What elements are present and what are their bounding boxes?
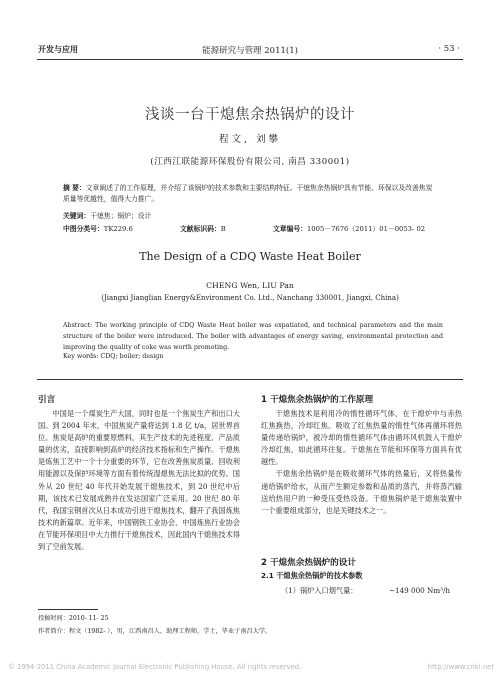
running-header-page-number: · 53 ·	[438, 44, 460, 54]
classification-line	[63, 224, 443, 235]
paper-title: 浅谈一台干熄焦余热锅炉的设计	[145, 107, 355, 123]
abstract-en-label: Abstract:	[63, 322, 93, 329]
abstract-en-text: The working principle of CDQ Waste Heat boiler was expatiated, and technical parameters and the main structure of the boiler were introduced. The boiler with advantages of energy saving, environmental protection and improving the quality of coke was worth promoting.	[63, 322, 443, 351]
keywords-zh	[63, 211, 151, 222]
clc-label: 中图分类号：	[63, 225, 104, 233]
param-value: ~149 000 Nm³/h	[389, 586, 451, 595]
section-1-heading: 1 干熄焦余热锅炉的工作原理	[261, 395, 374, 405]
running-header-journal: 能源研究与管理 2011(1)	[202, 46, 298, 56]
keywords-zh-text: 干熄焦；锅炉；设计	[90, 212, 152, 220]
keywords-en-label: Key words:	[63, 353, 99, 360]
footnote-received: 投稿时间：2010- 11- 25	[38, 615, 109, 622]
doc-code-value: B	[220, 225, 226, 233]
intro-body	[38, 408, 240, 553]
section-2-1-heading: 2.1 干熄焦余热锅炉的技术参数	[261, 571, 363, 580]
param-name: （1）锅炉入口烟气量：	[281, 586, 358, 595]
copyright-url: http://www.cnki.net	[427, 663, 494, 671]
abstract-zh	[63, 183, 439, 205]
copyright-text: © 1994-2011 China Academic Journal Electronic Publishing House. All rights reserved.	[8, 663, 302, 671]
keywords-en	[63, 353, 163, 360]
article-id-label: 文章编号：	[273, 225, 307, 233]
section-1-paragraph: 干熄焦技术是利用冷的惰性循环气体，在干熄炉中与赤热红焦换热，冷却红焦。吸收了红焦热量的惰性气体再循环将热量传递给锅炉，被冷却的惰性循环气体由循环风机鼓入干熄炉冷却红焦，如此循环往复。干熄焦在节能和环保等方面具有优越性。	[261, 409, 462, 467]
paper-affiliation-en: (Jiangxi Jianglian Energy&Environment Co. Ltd., Nanchang 330001, Jiangxi, China)	[101, 294, 399, 302]
running-header-section: 开发与应用	[38, 45, 78, 54]
header-rule	[37, 59, 463, 60]
section-2-heading: 2 干熄焦余热锅炉的设计	[261, 558, 356, 568]
paper-affiliation: (江西江联能源环保股份有限公司, 南昌 330001)	[150, 157, 350, 167]
clc-value: TK229.6	[103, 225, 133, 233]
intro-paragraph: 中国是一个煤炭生产大国，同时也是一个焦炭生产和出口大国。到 2004 年末，中国焦炭产量将达到 1.8 亿 t/a，居世界首位。焦炭是高炉的重要原燃料，其生产技术的先进程度、产品质量的优劣，直接影响到高炉的经济技术指标和生产操作。干熄焦是炼焦工艺中一个十分重要的环节，它在改善焦炭质量、回收利用能源以及保护环境等方面有着传统湿熄焦无法比拟的优势。国外从 20 世纪 40 年代开始发展干熄焦技术，到 20 世纪中后期，该技术已发展成熟并在发达国家广泛采用。20 世纪 80 年代，我国宝钢首次从日本成功引进干熄焦技术，翻开了我国炼焦技术的新篇章。近年来，中国钢铁工业协会、中国炼焦行业协会在节能环保项目中大力推行干熄焦技术，因此国内干熄焦技术得到了空前发展。	[38, 409, 240, 552]
paper-authors: 程文, 刘攀	[218, 134, 282, 145]
paper-authors-en: CHENG Wen, LIU Pan	[206, 281, 294, 290]
doc-code-label: 文献标识码：	[180, 225, 221, 233]
abstract-zh-text: 文章阐述了的工作原理，并介绍了该锅炉的技术参数和主要结构特征。干熄焦余热锅炉具有节能、环保以及改善焦炭质量等优越性，值得大力推广。	[63, 184, 433, 203]
footnote-author-bio: 作者简介：程文（1982- ），男，江西南昌人，助理工程师，学士，毕业于南昌大学。	[38, 628, 272, 635]
abstract-bottom-rule	[37, 379, 463, 380]
keywords-zh-label: 关键词：	[63, 212, 91, 220]
abstract-zh-label: 摘 要：	[63, 184, 86, 192]
article-id-value: 1005－7676（2011）01－0053- 02	[306, 225, 426, 233]
keywords-en-text: CDQ; boiler; design	[100, 353, 164, 360]
intro-heading: 引言	[38, 395, 56, 405]
abstract-en	[63, 320, 443, 353]
section-1-body	[261, 408, 462, 517]
paper-title-en: The Design of a CDQ Waste Heat Boiler	[139, 250, 361, 263]
footnote-rule	[38, 609, 98, 610]
section-1-paragraph: 干熄焦余热锅炉是在吸收循环气体的热量后，又将热量传递给锅炉给水，从而产生额定参数和品质的蒸汽，并将蒸汽输送给热用户的一种受压受热设备。干熄焦锅炉是干熄焦装置中一个重要组成部分，也是关键技术之一。	[261, 469, 462, 515]
